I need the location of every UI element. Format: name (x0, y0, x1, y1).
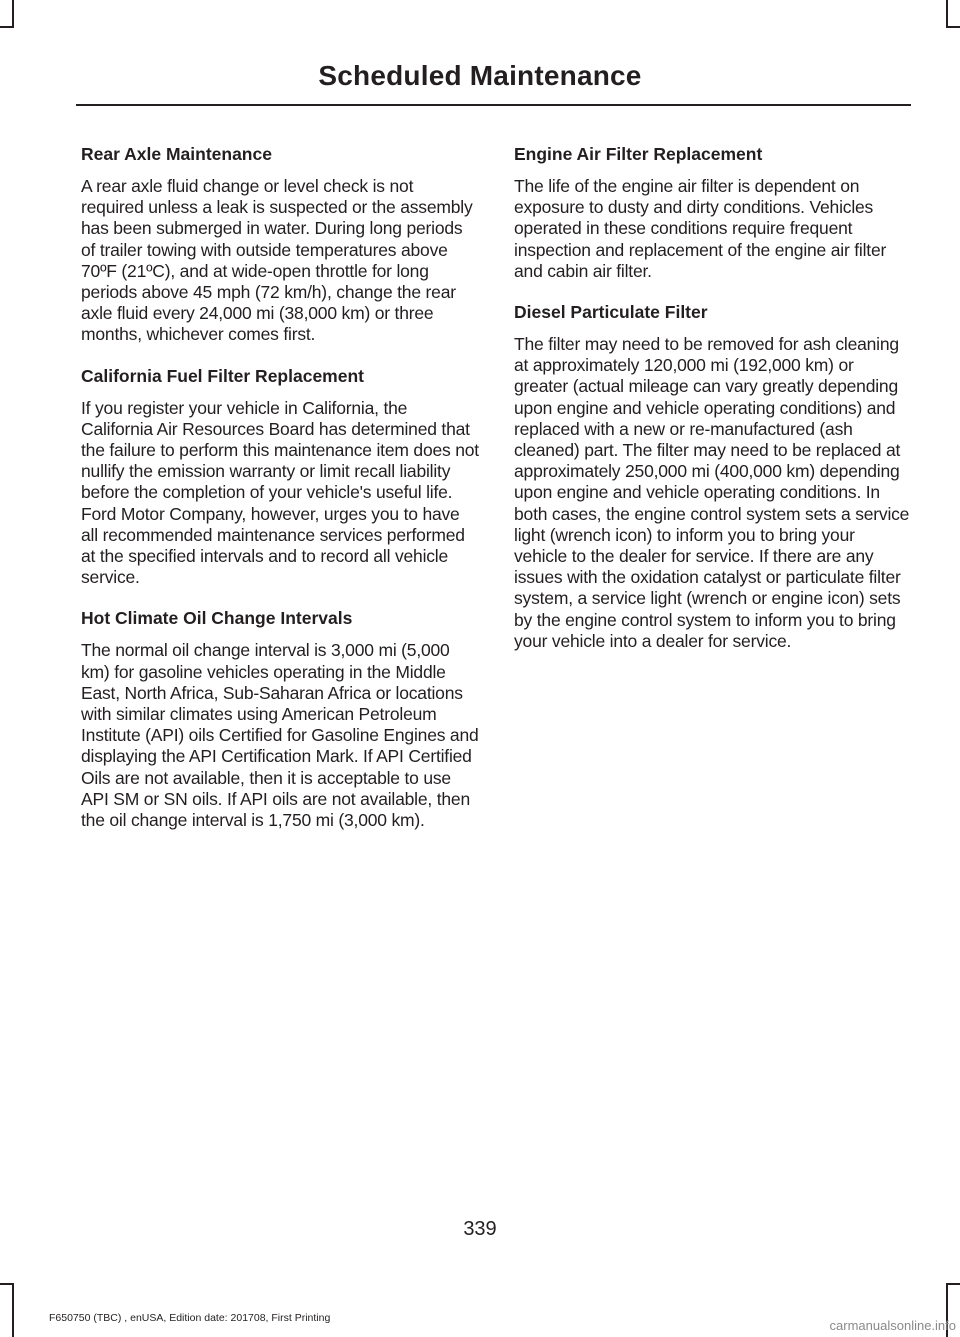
section-heading: Diesel Particulate Filter (514, 302, 708, 323)
section-heading: California Fuel Filter Replacement (81, 365, 364, 386)
crop-mark-top-right-h (946, 26, 960, 28)
section-body: If you register your vehicle in California, the California Air Resources Board has determined that the failure to perform this maintenance item does not nullify the emission warranty or limit recall liability before the completion of your vehicle's useful life. Ford Motor Company, however, urges you to have all recommended maintenance services performed at the specified intervals and to record all vehicle service. (81, 397, 479, 588)
section-heading: Rear Axle Maintenance (81, 144, 272, 164)
section-hot-climate-oil (81, 606, 479, 831)
crop-mark-bottom-left (12, 1283, 14, 1337)
crop-mark-bottom-right-h (946, 1283, 960, 1285)
section-body: A rear axle fluid change or level check is not required unless a leak is suspected or the assembly has been submerged in water. During long periods of trailer towing with outside temperatures above 70ºF (21ºC), and at wide-open throttle for long periods above 45 mph (72 km/h), change the rear axle fluid every 24,000 mi (38,000 km) or three months, whichever comes first. (81, 176, 473, 345)
page-title: Scheduled Maintenance (318, 60, 642, 91)
crop-mark-top-left (12, 0, 14, 28)
section-heading: Hot Climate Oil Change Intervals (81, 608, 353, 629)
section-body: The filter may need to be removed for ash cleaning at approximately 120,000 mi (192,000 km) or greater (actual mileage can vary greatly depending upon engine and vehicle operating conditions) and replaced with a new or re-manufactured (ash cleaned) part. The filter may need to be replaced at approximately 250,000 mi (400,000 km) depending upon engine and vehicle operating conditions. In both cases, the engine control system sets a service light (wrench icon) to inform you to bring your vehicle to the dealer for service. If there are any issues with the oxidation catalyst or particulate filter system, a service light (wrench or engine icon) sets by the engine control system to inform you to bring your vehicle into a dealer for service. (514, 334, 910, 651)
section-heading: Engine Air Filter Replacement (514, 144, 763, 164)
section-engine-air-filter (514, 142, 912, 282)
left-column (81, 142, 479, 849)
watermark: carmanualsonline.info (829, 1318, 956, 1333)
crop-mark-top-right (946, 0, 948, 28)
right-column (514, 142, 912, 670)
section-body: The life of the engine air filter is dependent on exposure to dusty and dirty conditions. Vehicles operated in these conditions require frequent inspection and replacement of the engine air filter and cabin air filter. (514, 176, 887, 281)
section-diesel-particulate-filter (514, 300, 912, 652)
crop-mark-bottom-left-h (0, 1283, 14, 1285)
crop-mark-top-left-h (0, 26, 14, 28)
header-divider (76, 104, 911, 106)
section-rear-axle (81, 142, 479, 346)
footer-edition-info: F650750 (TBC) , enUSA, Edition date: 201708, First Printing (49, 1312, 331, 1324)
page-number: 339 (463, 1218, 497, 1240)
section-california-fuel-filter (81, 364, 479, 589)
section-body: The normal oil change interval is 3,000 mi (5,000 km) for gasoline vehicles operating in the Middle East, North Africa, Sub-Saharan Africa or locations with similar climates using American Petroleum Institute (API) oils Certified for Gasoline Engines and displaying the API Certification Mark. If API Certified Oils are not available, then it is acceptable to use API SM or SN oils. If API oils are not available, then the oil change interval is 1,750 mi (3,000 km). (81, 640, 479, 831)
